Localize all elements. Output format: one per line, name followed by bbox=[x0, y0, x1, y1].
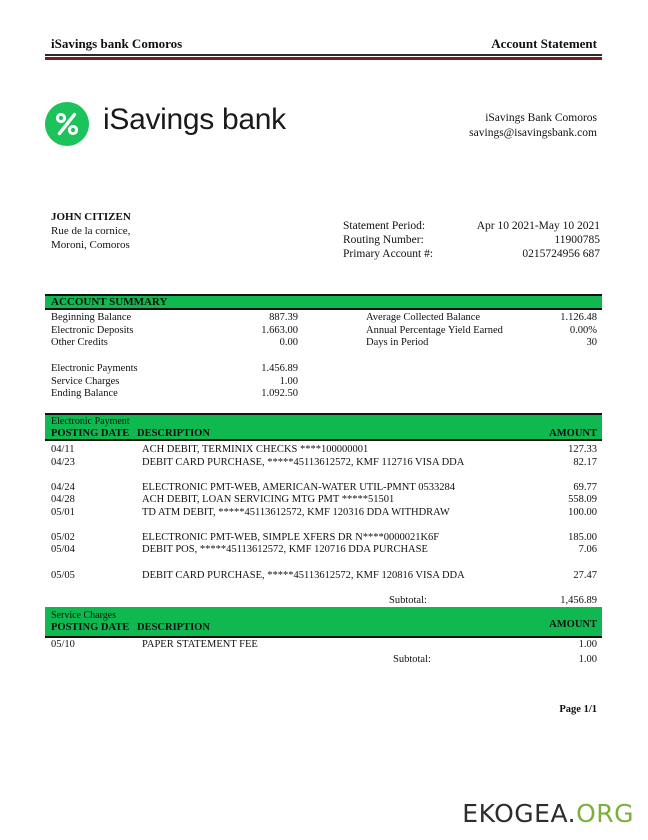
summary-right-group bbox=[366, 312, 597, 350]
statement-period-label: Statement Period: bbox=[343, 220, 426, 232]
service-subtotal-label: Subtotal: bbox=[393, 654, 431, 665]
row-date: 05/04 bbox=[51, 544, 75, 555]
summary-label: Electronic Payments bbox=[51, 363, 138, 374]
row-description: DEBIT POS, *****45113612572, KMF 120716 DDA PURCHASE bbox=[142, 544, 428, 555]
row-description: DEBIT CARD PURCHASE, *****45113612572, KMF 120816 VISA DDA bbox=[142, 570, 465, 581]
customer-name: JOHN CITIZEN bbox=[51, 211, 131, 223]
row-description: ELECTRONIC PMT-WEB, SIMPLE XFERS DR N****0000021K6F bbox=[142, 532, 440, 543]
row-amount: 558.09 bbox=[568, 494, 597, 505]
bank-contact-email: savings@isavingsbank.com bbox=[469, 127, 597, 139]
row-amount: 27.47 bbox=[573, 570, 597, 581]
summary-label: Electronic Deposits bbox=[51, 324, 134, 336]
row-amount: 185.00 bbox=[568, 532, 597, 543]
account-number-label: Primary Account #: bbox=[343, 248, 434, 260]
table-row bbox=[0, 639, 648, 652]
table-row bbox=[0, 457, 648, 470]
summary-value: 1.456.89 bbox=[261, 363, 298, 374]
summary-value: 887.39 bbox=[269, 312, 298, 323]
row-description: ACH DEBIT, TERMINIX CHECKS ****100000001 bbox=[142, 444, 369, 455]
row-amount: 1.00 bbox=[578, 639, 597, 650]
page-number: Page 1/1 bbox=[559, 704, 597, 715]
service-subtotal-value: 1.00 bbox=[578, 654, 597, 665]
table-row bbox=[0, 507, 648, 520]
header-divider-accent bbox=[45, 57, 602, 60]
account-number-value: 0215724956 687 bbox=[522, 248, 600, 260]
row-amount: 7.06 bbox=[578, 544, 597, 555]
row-description: PAPER STATEMENT FEE bbox=[142, 639, 258, 650]
service-col-amount: AMOUNT bbox=[549, 619, 597, 630]
summary-value: 0.00 bbox=[279, 337, 298, 348]
row-amount: 82.17 bbox=[573, 457, 597, 468]
summary-value: 1.663.00 bbox=[261, 324, 298, 336]
summary-label: Annual Percentage Yield Earned bbox=[366, 324, 503, 336]
payments-col-description: DESCRIPTION bbox=[137, 428, 210, 439]
row-date: 05/02 bbox=[51, 532, 75, 543]
summary-label: Beginning Balance bbox=[51, 312, 132, 323]
row-description: ELECTRONIC PMT-WEB, AMERICAN-WATER UTIL-PMNT 0533284 bbox=[142, 482, 455, 493]
summary-left-group-2 bbox=[51, 363, 298, 401]
summary-label: Average Collected Balance bbox=[366, 312, 481, 323]
summary-left-group-1 bbox=[51, 312, 298, 350]
summary-value: 0.00% bbox=[569, 324, 597, 336]
header-document-title: Account Statement bbox=[491, 36, 597, 51]
row-date: 04/24 bbox=[51, 482, 75, 493]
table-row bbox=[0, 494, 648, 507]
row-date: 05/05 bbox=[51, 570, 75, 581]
bank-contact-name: iSavings Bank Comoros bbox=[485, 112, 597, 124]
row-description: DEBIT CARD PURCHASE, *****45113612572, KMF 112716 VISA DDA bbox=[142, 457, 465, 468]
row-date: 05/10 bbox=[51, 639, 75, 650]
row-description: ACH DEBIT, LOAN SERVICING MTG PMT *****51501 bbox=[142, 494, 395, 505]
watermark bbox=[462, 799, 634, 828]
summary-value: 1.092.50 bbox=[261, 388, 298, 399]
summary-value: 30 bbox=[586, 337, 597, 348]
row-amount: 69.77 bbox=[573, 482, 597, 493]
routing-number-value: 11900785 bbox=[554, 234, 600, 246]
bank-contact bbox=[469, 111, 597, 141]
payments-subtotal-label: Subtotal: bbox=[389, 595, 427, 606]
row-date: 05/01 bbox=[51, 507, 75, 518]
percent-logo-icon bbox=[45, 102, 89, 146]
summary-label: Days in Period bbox=[366, 337, 429, 348]
payments-subtotal-value: 1,456.89 bbox=[560, 595, 597, 606]
statement-info bbox=[343, 219, 600, 261]
table-row bbox=[0, 570, 648, 583]
row-date: 04/11 bbox=[51, 444, 75, 455]
row-description: TD ATM DEBIT, *****45113612572, KMF 120316 DDA WITHDRAW bbox=[142, 507, 450, 518]
service-col-date: POSTING DATE bbox=[51, 622, 130, 633]
service-col-description: DESCRIPTION bbox=[137, 622, 210, 633]
routing-number-label: Routing Number: bbox=[343, 234, 424, 246]
header-bank-name: iSavings bank Comoros bbox=[51, 36, 183, 51]
watermark-part2: ORG bbox=[576, 799, 634, 828]
row-date: 04/28 bbox=[51, 494, 75, 505]
payments-col-date: POSTING DATE bbox=[51, 428, 130, 439]
table-row bbox=[0, 444, 648, 457]
summary-label: Service Charges bbox=[51, 375, 120, 387]
statement-period-value: Apr 10 2021-May 10 2021 bbox=[476, 220, 600, 232]
watermark-part1: EKOGEA. bbox=[462, 799, 577, 828]
account-summary-title: ACCOUNT SUMMARY bbox=[51, 296, 168, 308]
logo-wordmark: iSavings bank bbox=[103, 103, 286, 136]
customer-address-line1: Rue de la cornice, bbox=[51, 225, 131, 237]
summary-value: 1.00 bbox=[279, 375, 298, 387]
summary-value: 1.126.48 bbox=[560, 312, 597, 323]
row-amount: 100.00 bbox=[568, 507, 597, 518]
payments-col-amount: AMOUNT bbox=[549, 428, 597, 439]
summary-label: Other Credits bbox=[51, 337, 108, 348]
service-section-title: Service Charges bbox=[51, 610, 117, 621]
row-date: 04/23 bbox=[51, 457, 75, 468]
customer-address-block bbox=[51, 210, 131, 252]
summary-label: Ending Balance bbox=[51, 388, 118, 399]
row-amount: 127.33 bbox=[568, 444, 597, 455]
payments-section-title: Electronic Payment bbox=[51, 416, 130, 427]
header-divider bbox=[45, 54, 602, 56]
table-row bbox=[0, 544, 648, 557]
customer-address-line2: Moroni, Comoros bbox=[51, 239, 130, 251]
